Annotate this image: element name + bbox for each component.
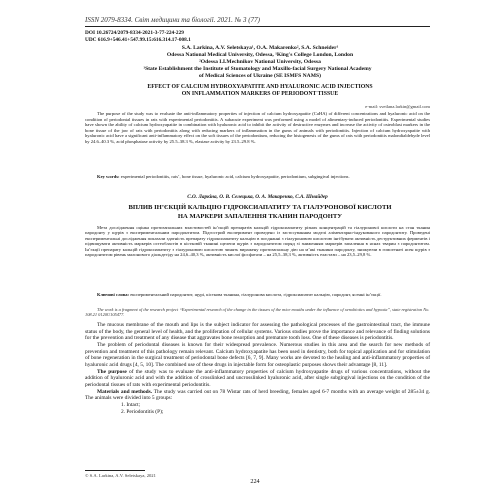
page-number: 224 (250, 478, 260, 485)
ua-keywords-label: Ключові слова: (97, 292, 130, 297)
keywords-text: experimental periodontitis, rats’, bone tissue, hyaluronic acid, calcium hydroxyapatite, periodontium, subgingival injections. (120, 174, 350, 179)
paragraph (85, 369, 430, 389)
ua-keywords (85, 292, 430, 297)
keywords-label: Key words: (97, 174, 120, 179)
affiliation: Odessa National Medical University, Odessa, ¹King's College London, London (166, 52, 354, 58)
abstract-en: The purpose of the study was to evaluate the anti-inflammatory properties of injection of calcium hydroxyapatite (CaHA) of different concentrations and hyaluronic acid on the condition of periodontal tissues in rats with experimental periodontitis. A subacute experiment was performed using a model of alimentary-induced periodontitis. Experimental studies have shown the ability of calcium hydroxyapatite in combination with hyaluronic acid to inhibit the activity of destructive enzymes and increase the activity of osteoblast markers in the bone tissue of the jaw of rats with periodontitis along with reducing markers of inflammation in the gums of animals with periodontitis. Injection of calcium hydroxyapatite with hyaluronic acid have a significant anti-inflammatory effect on the soft tissues of the periodontium, reducing the histogenesis of the gums of rats with periodontitis malondialdehyde level by 24.6–40.3 %, acid phosphatase activity by 25.5–38.3 %, elastase activity by 23.5–29.8 %. (85, 111, 430, 144)
authors: S.A. Larkina, A.V. Seletskaya¹, O.A. Makarenko², S.A. Schneider¹ (181, 45, 339, 51)
affiliation: ²Odessa I.I.Mechnikov National University, Odessa (199, 59, 321, 65)
list-item: 2. Periodontitis (P); (121, 408, 164, 415)
ua-abstract: Мета дослідження оцінка протизапальних властивостей ін’єкцій препаратів кальцій гідроксиапатиту різних концентрацій та гіалуронової кислоти на стан тканин пародонту у щурів з експериментальним пародонтитом. Підгострий експеримент проведено із застосуванням моделі аліментарно-індукованого пародонтиту. Проведені експериментальні дослідження показали здатність препарату гідроксиапатиту кальцію в поєднанні з гіалуроновою кислотою інгібувати активність деструктивних ферментів і підвищувати активність маркерів остеобластів в кістковій тканині щелепи щурів з пародонтитом поряд зі зниженням маркерів запалення в яснах тварин з пародонтитом. Ін’єкції препарату кальцій гідроксиапатиту з гіалуроновою кислотою чинять виражену протизапальну дію на м’які тканини пародонту, знижуючи в гомогенаті ясен щурів з пародонтитом рівень малонового діальдегіду на 24,6–40,3 %, активність кислої фосфатази – на 25,5–38,3 %, активність еластази – на 23,5–29,8 %. (85, 225, 430, 258)
article-body (85, 322, 430, 415)
affiliation: ¹State Establishment the Institute of Stomatology and Maxillo-facial Surgery National Academy (143, 66, 372, 72)
methods-label: Materials and methods. (97, 388, 153, 395)
ua-authors: С.О. Ларкіна, О. В. Селецька, О. А. Макаренко, С.А. Шнайдер (187, 194, 328, 200)
udc: UDC 616.9+546.41+547.99.15:616.314.17-008.1 (85, 37, 191, 43)
ua-title: НА МАРКЕРИ ЗАПАЛЕННЯ ТКАНИН ПАРОДОНТУ (177, 213, 343, 220)
email: e-mail: svetlana.larkin@gmail.com (365, 104, 430, 109)
purpose-text: of the study was to evaluate the anti-inflammatory properties of calcium hydroxyapatite drugs of various concentrations, without the addition of hyaluronic acid and with the addition of crosslinked and uncrosslinked hyaluronic acid, after single subgingival injections on the condition of the periodontal tissues of rats with experimental periodontitis. (85, 368, 430, 388)
doi: DOI 10.26724/2079-8334-2021-3-77-224-229 (85, 30, 184, 36)
keywords-en (85, 174, 430, 180)
paragraph (85, 389, 430, 402)
ua-keywords-text: експериментальний пародонтит, щурі, кісткова тканина, гіалуронова кислота, гідроксиапатит кальцію, пародонт, ясенні ін’єкції. (130, 292, 382, 297)
affiliation: of Medical Sciences of Ukraine (SE ISMFS NAMS) (199, 73, 321, 79)
copyright: © S.A. Larkina, A.V. Seletskaya, 2021 (85, 473, 156, 478)
paragraph: The mucous membrane of the mouth and lips is the subject indicator for assessing the pathological processes of the gastrointestinal tract, the immune status of the body, the general level of health, and the proliferation of cellular systems. Various studies prove the importance and relevance of finding solutions for the prevention and treatment of any disease that aggravates bone resorption and premature tooth loss. One of these diseases is periodontitis. (85, 322, 430, 342)
list-item: 1. Intact; (121, 401, 141, 408)
journal-header: ISSN 2079-8334. Світ медицини та біології. 2021. № 3 (77) (85, 16, 260, 24)
article-title: EFFECT OF CALCIUM HYDROXYAPATITE AND HYALURONIC ACID INJECTIONS (147, 84, 373, 90)
footnote: The work is a fragment of the research project “Experimental research of the change in the tissues of the mice mouths under the influence of xenobiotics and hypoxia”, state registration No. 108.21 0120U105477. (85, 307, 430, 318)
article-title: ON INFLAMMATION MARKERS OF PERIODONT TISSUE (181, 91, 339, 97)
ua-title: ВПЛИВ ІН’ЄКЦІЙ КАЛЬЦІЮ ГІДРОКСИАПАТИТУ ТА ГІАЛУРОНОВОЇ КИСЛОТИ (128, 204, 392, 211)
paragraph: The problem of periodontal diseases is known for their widespread prevalence. Numerous studies in this area and the search for new methods of prevention and treatment of this pathology remain relevant. Calcium hydroxyapatite has been used in dentistry, both for topical application and for stimulation of bone regeneration in the surgical treatment of periodontal bone defects [6, 7, 9]. Many works are devoted to the healing and anti-inflammatory properties of hyaluronic acid drugs [4, 5, 10]. The combined use of these drugs in injectable form for osteoplastic purposes shows their advantage [8, 11]. (85, 341, 430, 368)
footer-rule (85, 470, 145, 471)
methods-text: The study was carried out on 78 Wistar rats of herd breeding, females aged 6-7 months with an average weight of 285±34 g. The animals were divided into 5 groups: (85, 388, 431, 402)
header-rule (85, 26, 430, 27)
purpose-label: The purpose (97, 368, 127, 375)
